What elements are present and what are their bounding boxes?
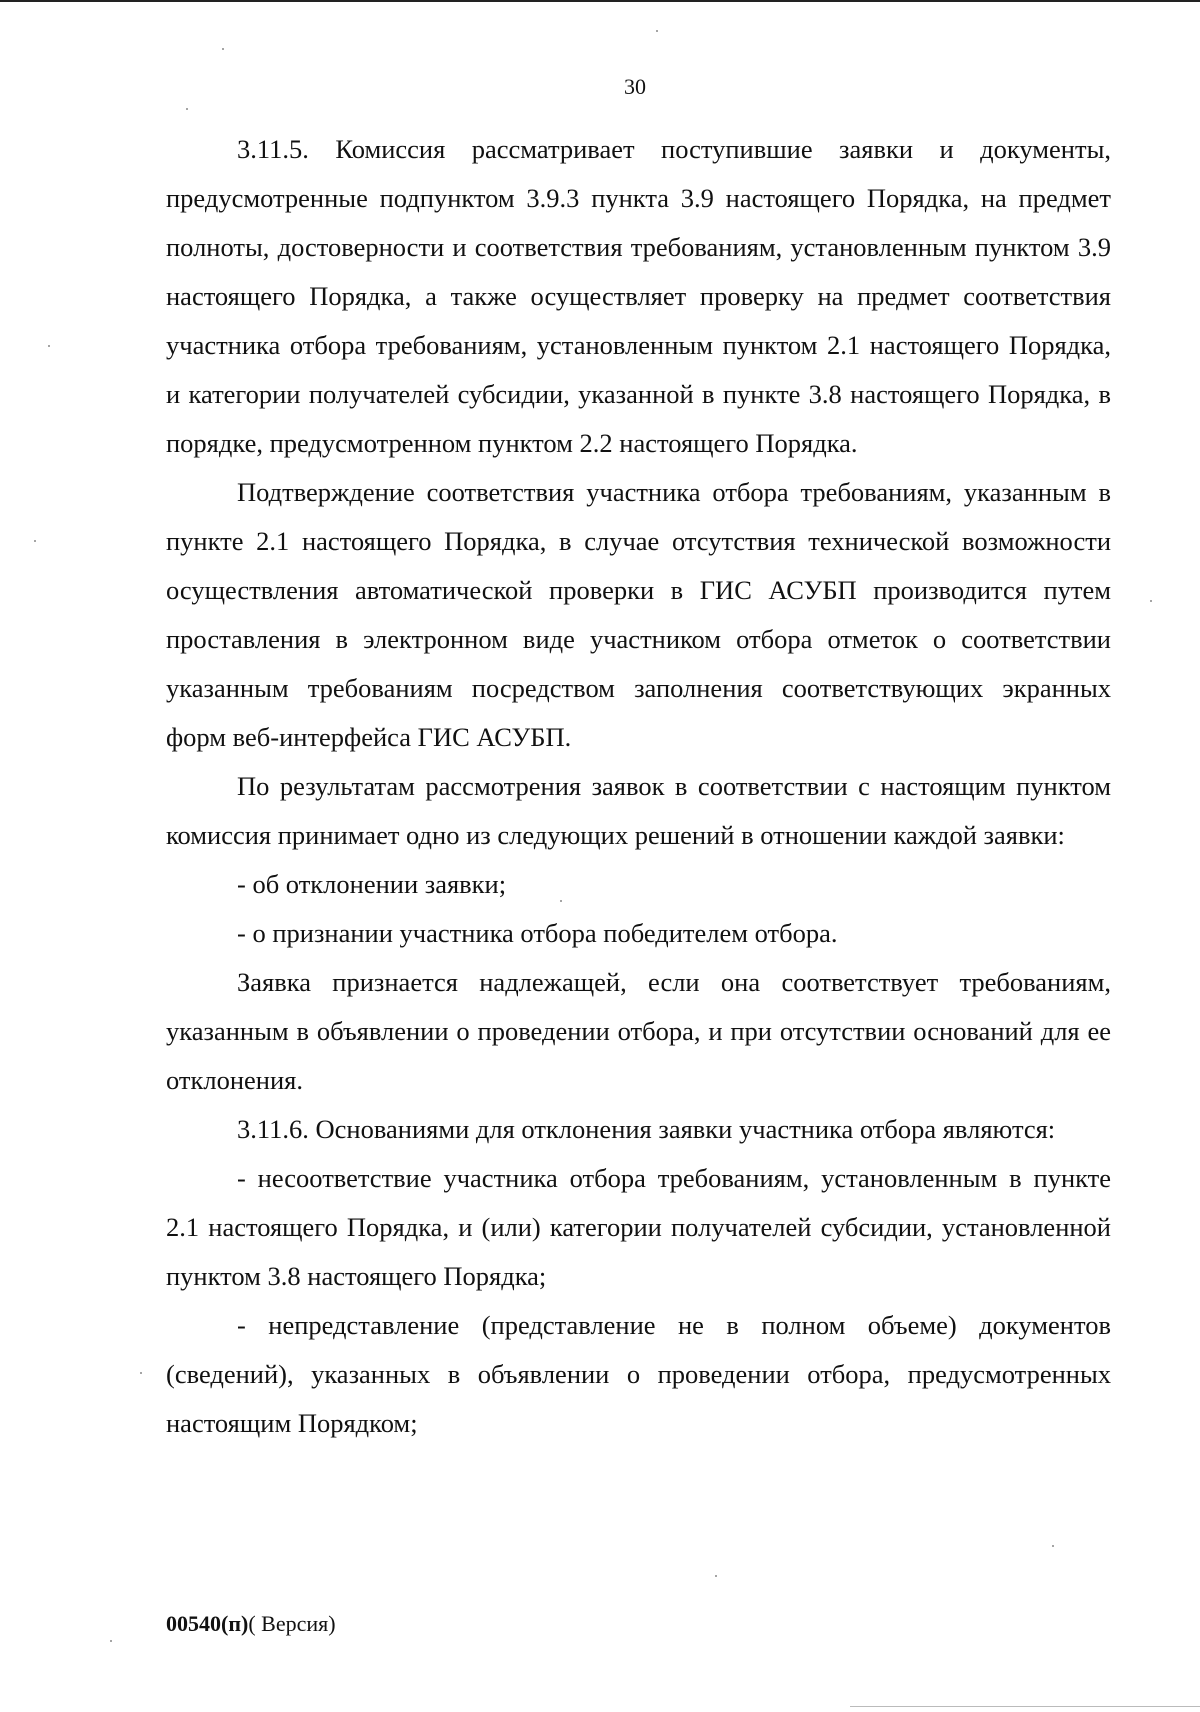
list-item-nonsubmission: - непредставление (представление не в полном объеме) документов (сведений), указанных в объявлении о проведении отбора, предусмотренных настоящим Порядком; <box>166 1310 1111 1438</box>
scan-speck <box>140 1372 142 1374</box>
paragraph-review-results: По результатам рассмотрения заявок в соответствии с настоящим пунктом комиссия принимает одно из следующих решений в отношении каждой заявки: <box>166 771 1111 850</box>
document-code: 00540(п) <box>166 1611 249 1636</box>
scan-speck <box>1150 600 1152 602</box>
scan-speck <box>34 540 36 542</box>
paragraph-3-11-5: 3.11.5. Комиссия рассматривает поступившие заявки и документы, предусмотренные подпунктом 3.9.3 пункта 3.9 настоящего Порядка, на предмет полноты, достоверности и соответствия требованиям, установленным пунктом 3.9 настоящего Порядка, а также осуществляет проверку на предмет соответствия участника отбора требованиям, установленным пунктом 2.1 настоящего Порядка, и категории получателей субсидии, указанной в пункте 3.8 настоящего Порядка, в порядке, предусмотренном пунктом 2.2 настоящего Порядка. <box>166 134 1111 458</box>
scan-speck <box>48 345 50 347</box>
paragraph-3-11-6: 3.11.6. Основаниями для отклонения заявки участника отбора являются: <box>237 1114 1056 1144</box>
scan-speck <box>1052 1545 1054 1547</box>
scan-speck <box>560 900 562 902</box>
document-body <box>166 125 1111 1448</box>
paragraph-confirmation: Подтверждение соответствия участника отбора требованиям, указанным в пункте 2.1 настоящего Порядка, в случае отсутствия технической возможности осуществления автоматической проверки в ГИС АСУБП производится путем проставления в электронном виде участником отбора отметок о соответствии указанным требованиям посредством заполнения соответствующих экранных форм веб-интерфейса ГИС АСУБП. <box>166 477 1111 752</box>
list-item-rejection: - об отклонении заявки; <box>237 869 507 899</box>
document-version: ( Версия) <box>248 1611 336 1636</box>
scan-speck <box>110 1640 112 1642</box>
page-number: 30 <box>624 74 646 99</box>
scan-speck <box>186 108 188 110</box>
scan-speck <box>715 1575 717 1577</box>
scan-speck <box>656 30 658 32</box>
scan-speck <box>222 48 224 50</box>
top-border-line <box>0 0 1200 2</box>
paragraph-proper-application: Заявка признается надлежащей, если она соответствует требованиям, указанным в объявлении о проведении отбора, и при отсутствии оснований для ее отклонения. <box>166 967 1111 1095</box>
bottom-scan-edge <box>850 1706 1200 1707</box>
list-item-winner: - о признании участника отбора победителем отбора. <box>237 918 838 948</box>
list-item-nonconformity: - несоответствие участника отбора требованиям, установленным в пункте 2.1 настоящего Порядка, и (или) категории получателей субсидии, установленной пунктом 3.8 настоящего Порядка; <box>166 1163 1111 1291</box>
document-footer <box>166 1611 336 1637</box>
